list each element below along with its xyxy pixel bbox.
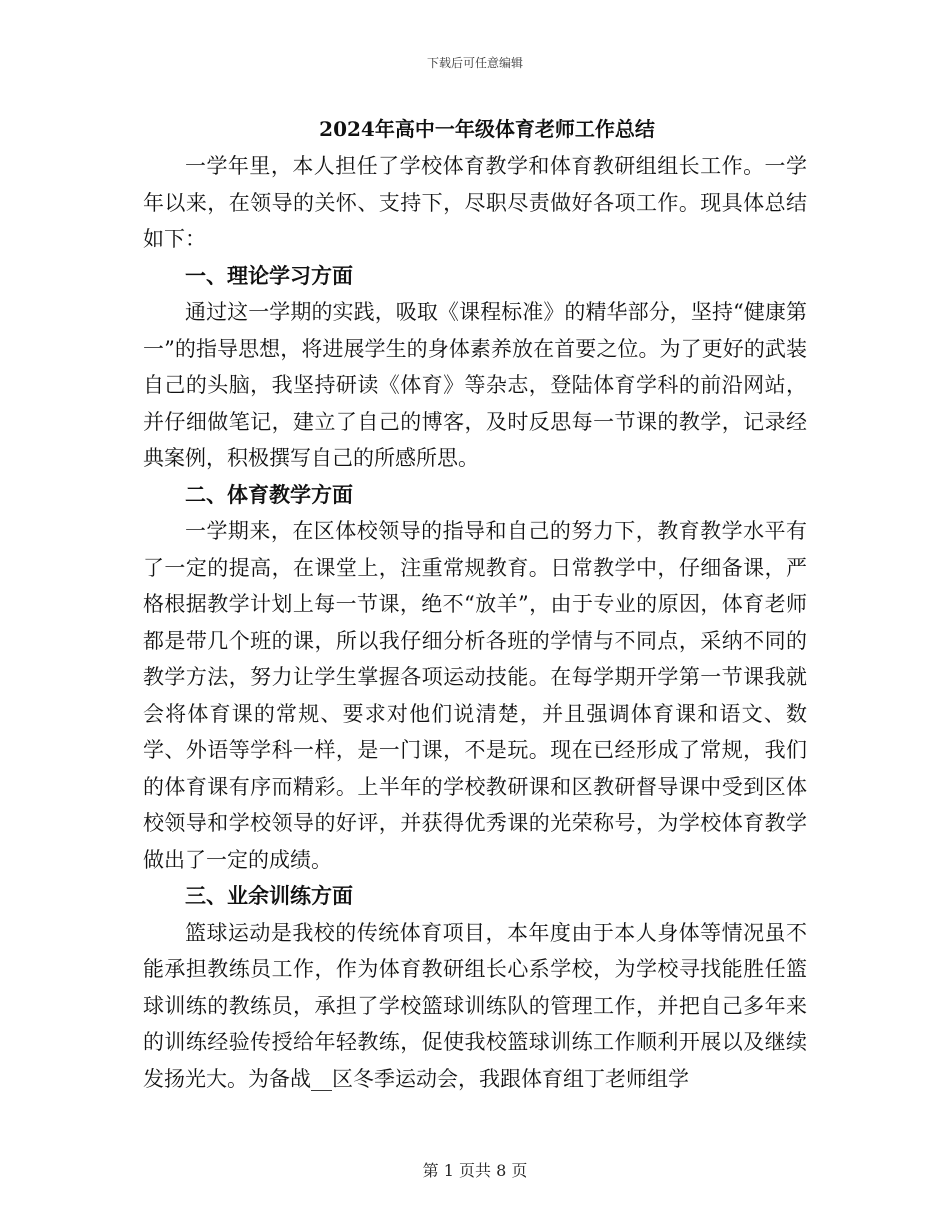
section-heading-training: 三、业余训练方面: [185, 883, 353, 908]
section-body-training: 篮球运动是我校的传统体育项目，本年度由于本人身体等情况虽不能承担教练员工作，作为体育教研组长心系学校，为学校寻找能胜任篮球训练的教练员，承担了学校篮球训练队的管理工作，并把自己多年来的训练经验传授给年轻教练，促使我校篮球训练工作顺利开展以及继续发扬光大。为备战__区冬季运动会，我跟体育组丁老师组学: [143, 920, 807, 1091]
document-content: [143, 114, 807, 1097]
section-heading-theory: 一、理论学习方面: [185, 262, 353, 288]
section-body-theory: 通过这一学期的实践，吸取《课程标准》的精华部分，坚持“健康第一”的指导思想，将进展学生的身体素养放在首要之位。为了更好的武装自己的头脑，我坚持研读《体育》等杂志，登陆体育学科的前沿网站，并仔细做笔记，建立了自己的博客，及时反思每一节课的教学，记录经典案例，积极撰写自己的所感所思。: [143, 300, 807, 470]
document-title: 2024年高中一年级体育老师工作总结: [319, 117, 655, 141]
section-body-teaching: 一学期来，在区体校领导的指导和自己的努力下，教育教学水平有了一定的提高，在课堂上，注重常规教育。日常教学中，仔细备课，严格根据教学计划上每一节课，绝不“放羊”，由于专业的原因，体育老师都是带几个班的课，所以我仔细分析各班的学情与不同点，采纳不同的教学方法，努力让学生掌握各项运动技能。在每学期开学第一节课我就会将体育课的常规、要求对他们说清楚，并且强调体育课和语文、数学、外语等学科一样，是一门课，不是玩。现在已经形成了常规，我们的体育课有序而精彩。上半年的学校教研课和区教研督导课中受到区体校领导和学校领导的好评，并获得优秀课的光荣称号，为学校体育教学做出了一定的成绩。: [143, 519, 807, 872]
page-number: 第 1 页共 8 页: [422, 1161, 528, 1180]
intro-paragraph: 一学年里，本人担任了学校体育教学和体育教研组组长工作。一学年以来，在领导的关怀、支持下，尽职尽责做好各项工作。现具体总结如下：: [143, 154, 807, 251]
header-note: 下载后可任意编辑: [426, 56, 523, 70]
section-heading-teaching: 二、体育教学方面: [185, 481, 353, 507]
